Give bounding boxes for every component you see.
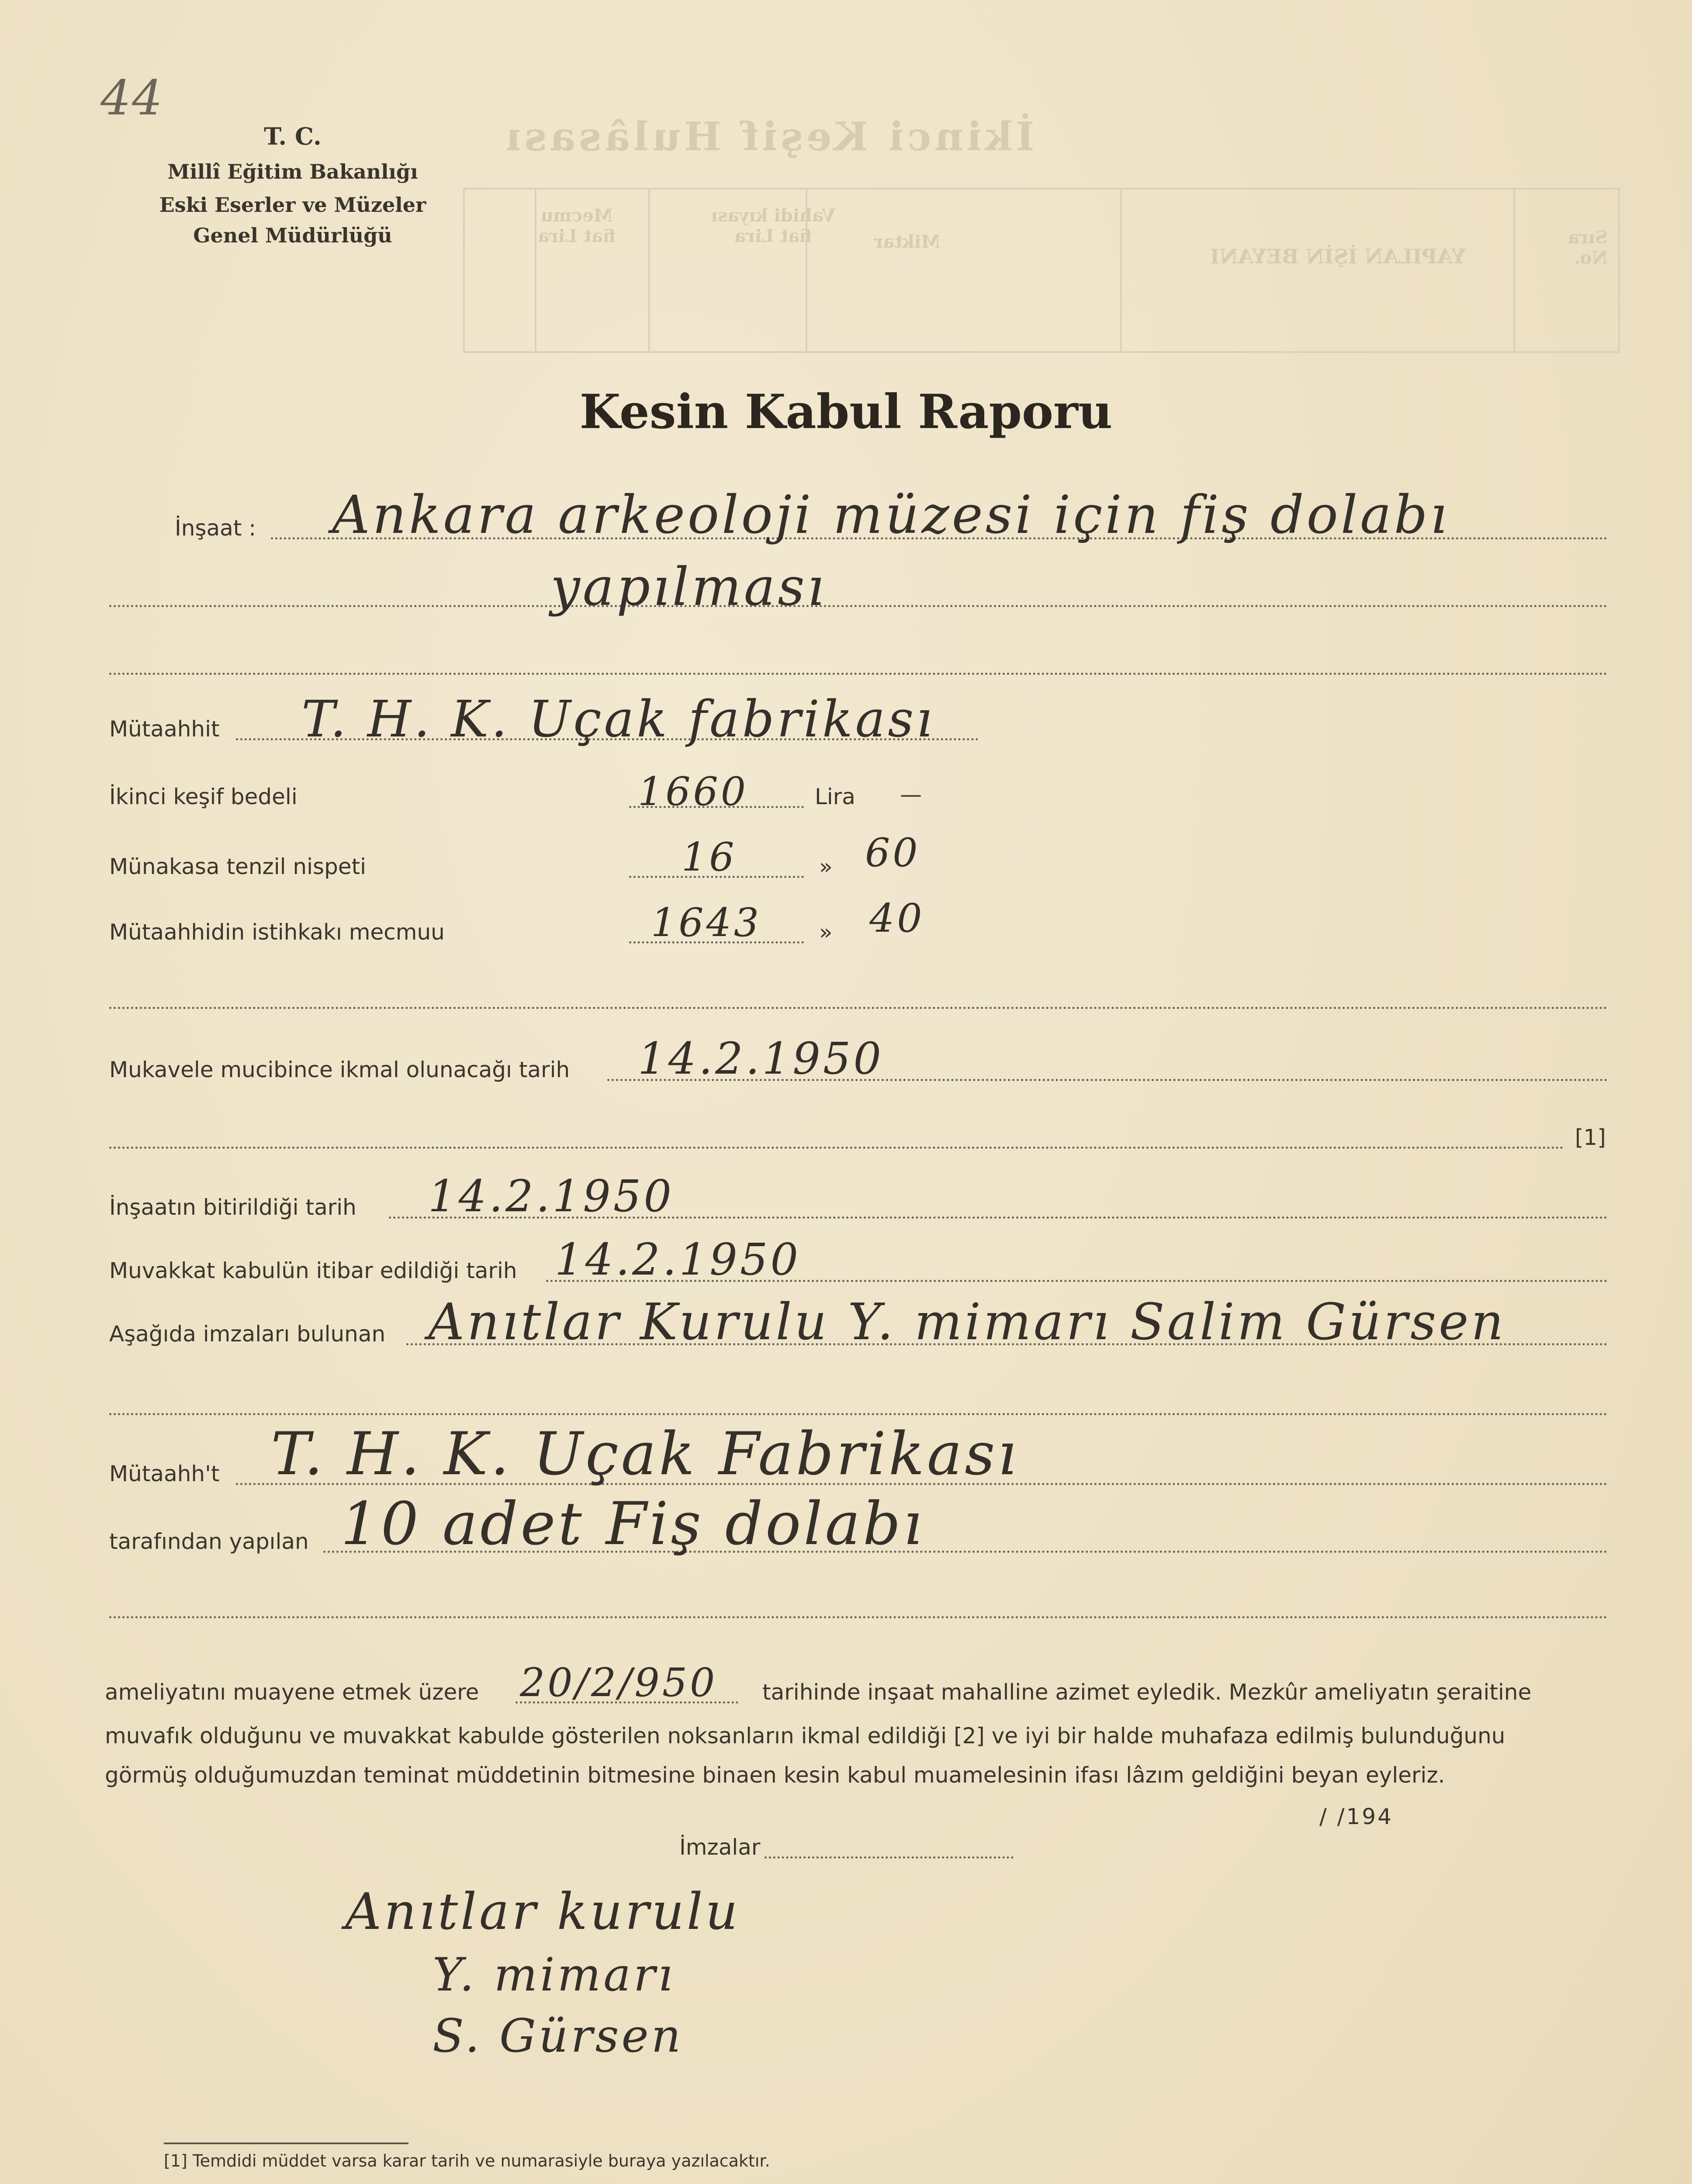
bleed-through-col3: Miktar (874, 232, 941, 252)
yapilan-value: 10 adet Fiş dolabı (341, 1489, 925, 1558)
bleed-through-table (463, 188, 1620, 353)
tenzil-unit: » (819, 854, 833, 879)
signature-line-2: Y. mimarı (433, 1948, 675, 2001)
paragraph-line-1b: tarihinde inşaat mahalline azimet eyledik. Mezkûr ameliyatın şeraitine (762, 1679, 1532, 1705)
mutaahhit2-value: T. H. K. Uçak Fabrikası (271, 1420, 1019, 1488)
imzalar-line (765, 1856, 1014, 1859)
bitirildigi-label: İnşaatın bitirildiği tarih (109, 1195, 356, 1220)
istihkak-unit: » (819, 919, 833, 945)
tenzil-value: 16 (682, 834, 737, 880)
imzalari-value: Anıtlar Kurulu Y. mimarı Salim Gürsen (428, 1293, 1506, 1351)
paragraph-line-2: muvafık olduğunu ve muvakkat kabulde gösterilen noksanların ikmal edildiği [2] ve iyi bir halde muhafaza edilmiş bulunduğunu (105, 1723, 1505, 1749)
separator-3 (109, 1413, 1608, 1415)
bitirildigi-value: 14.2.1950 (428, 1171, 674, 1222)
kesif-value: 1660 (638, 769, 749, 815)
muvakkat-value: 14.2.1950 (555, 1234, 801, 1285)
separator-4 (109, 1616, 1608, 1618)
header-department: Eski Eserler ve Müzeler (159, 193, 426, 217)
insaat-value-1: Ankara arkeoloji müzesi için fiş dolabı (332, 485, 1450, 546)
footnote-rule (164, 2143, 408, 2144)
footnote-ref-1: [1] (1575, 1125, 1606, 1150)
mutaahhit2-label: Mütaahh't (109, 1461, 220, 1486)
insaat-label: İnşaat : (175, 515, 256, 541)
date-line: / /194 (1319, 1804, 1394, 1829)
ikmal-value: 14.2.1950 (638, 1033, 884, 1084)
bleed-through-title: İkinci Keşif Hulâsası (502, 114, 1035, 160)
page-number: 44 (100, 70, 163, 126)
kesif-kurus: — (900, 782, 922, 807)
mutaahhit-value: T. H. K. Uçak fabrikası (301, 690, 935, 749)
ikmal-label: Mukavele mucibince ikmal olunacağı tarih (109, 1057, 570, 1082)
signature-line-1: Anıtlar kurulu (345, 1883, 740, 1941)
muvakkat-label: Muvakkat kabulün itibar edildiği tarih (109, 1258, 517, 1283)
paragraph-line-3: görmüş olduğumuzdan teminat müddetinin bitmesine binaen kesin kabul muamelesinin ifası lâzım geldiğini beyan eyleriz. (105, 1762, 1445, 1788)
imzalari-label: Aşağıda imzaları bulunan (109, 1321, 386, 1347)
insaat-value-2: yapılması (550, 557, 827, 618)
imzalar-label: İmzalar (679, 1835, 761, 1860)
separator-1 (109, 673, 1608, 675)
insaat-line-2 (109, 605, 1608, 607)
tenzil-kurus: 60 (865, 830, 920, 876)
paragraph-line-1a: ameliyatını muayene etmek üzere (105, 1679, 479, 1705)
separator-2 (109, 1007, 1608, 1009)
bleed-through-col2: YAPILAN İŞİN BEYANI (1210, 245, 1466, 268)
mutaahhit-label: Mütaahhit (109, 716, 220, 742)
tenzil-label: Münakasa tenzil nispeti (109, 854, 367, 879)
istihkak-kurus: 40 (869, 895, 925, 941)
ministry-header (105, 122, 481, 247)
yapilan-label: tarafından yapılan (109, 1529, 309, 1554)
istihkak-label: Mütaahhidin istihkakı mecmuu (109, 919, 445, 945)
footnote-1: [1] Temdidi müddet varsa karar tarih ve numarasiyle buraya yazılacaktır. (164, 2151, 770, 2170)
header-tc: T. C. (264, 122, 322, 150)
bleed-through-col1: Sıra No. (1567, 227, 1608, 268)
extension-line (109, 1147, 1564, 1149)
kesif-unit: Lira (815, 784, 855, 809)
kesif-label: İkinci keşif bedeli (109, 784, 298, 809)
bleed-through-col5: Mecmu fiat Lira (538, 205, 616, 246)
bleed-through-col4: Vahidi kıyası fiat Lira (711, 205, 836, 246)
signature-line-3: S. Gürsen (433, 2009, 684, 2063)
header-directorate: Genel Müdürlüğü (193, 224, 392, 247)
header-ministry: Millî Eğitim Bakanlığı (167, 160, 418, 183)
page-title: Kesin Kabul Raporu (579, 384, 1113, 439)
istihkak-value: 1643 (651, 900, 762, 946)
paragraph-date: 20/2/950 (520, 1660, 718, 1706)
